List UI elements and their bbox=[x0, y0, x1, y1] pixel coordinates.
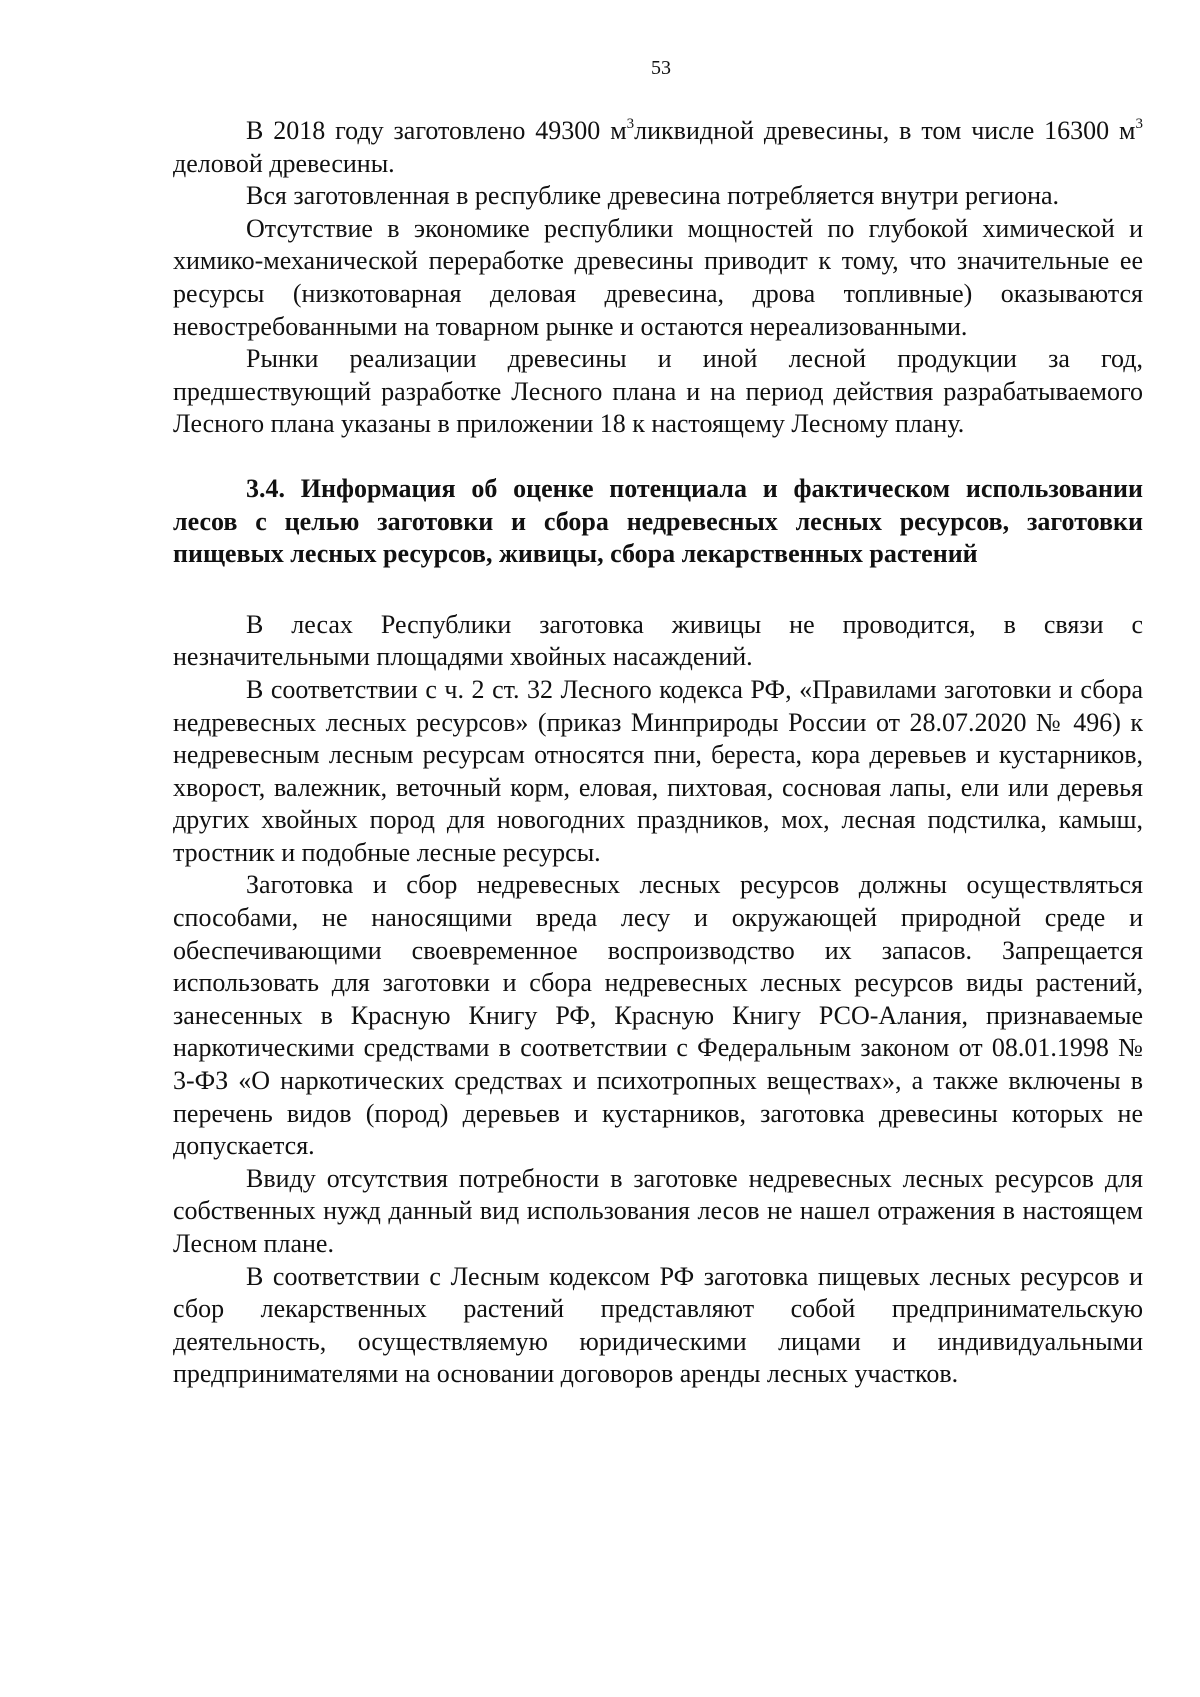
paragraph-consumption: Вся заготовленная в республике древесина потребляется внутри региона. bbox=[246, 181, 1060, 211]
text-run: В 2018 году заготовлено 49300 м bbox=[246, 116, 627, 145]
superscript-cube: 3 bbox=[626, 116, 635, 132]
paragraph-processing-capacity: Отсутствие в экономике республики мощностей по глубокой химической и химико-механической переработке древесины приводит к тому, что значительные ее ресурсы (низкотоварная деловая древесина, дрова топливные) оказываются невостребованными на товарном рынке и остаются нереализованными. bbox=[173, 213, 1143, 341]
page-content bbox=[173, 115, 1143, 1391]
section-heading: 3.4. Информация об оценке потенциала и фактическом использовании лесов с целью заготовки и сбора недревесных лесных ресурсов, заготовки пищевых лесных ресурсов, живицы, сбора лекарственных растений bbox=[173, 473, 1143, 569]
page-number: 53 bbox=[651, 57, 671, 79]
paragraph-own-needs: Ввиду отсутствия потребности в заготовке недревесных лесных ресурсов для собственных нужд данный вид использования лесов не нашел отражения в настоящем Лесном плане. bbox=[173, 1163, 1143, 1258]
paragraph-resin: В лесах Республики заготовка живицы не проводится, в связи с незначительными площадями хвойных насаждений. bbox=[173, 609, 1143, 672]
paragraph-non-timber-resources: В соответствии с ч. 2 ст. 32 Лесного кодекса РФ, «Правилами заготовки и сбора недревесных лесных ресурсов» (приказ Минприроды России от 28.07.2020 № 496) к недревесным лесным ресурсам относятся пни, береста, кора деревьев и кустарников, хворост, валежник, веточный корм, еловая, пихтовая, сосновая лапы, ели или деревья других хвойных пород для новогодних праздников, мох, лесная подстилка, камыш, тростник и подобные лесные ресурсы. bbox=[173, 674, 1143, 867]
text-run: деловой древесины. bbox=[173, 148, 395, 178]
paragraph-food-resources: В соответствии с Лесным кодексом РФ заготовка пищевых лесных ресурсов и сбор лекарственных растений представляют собой предпринимательскую деятельность, осуществляемую юридическими лицами и индивидуальными предпринимателями на основании договоров аренды лесных участков. bbox=[173, 1261, 1143, 1389]
superscript-cube: 3 bbox=[1135, 116, 1143, 132]
text-run: ликвидной древесины, в том числе 16300 м bbox=[634, 116, 1136, 145]
paragraph-harvest-rules: Заготовка и сбор недревесных лесных ресурсов должны осуществляться способами, не наносящими вреда лесу и окружающей природной среде и обеспечивающими своевременное воспроизводство их запасов. Запрещается использовать для заготовки и сбора недревесных лесных ресурсов виды растений, занесенных в Красную Книгу РФ, Красную Книгу РСО-Алания, признаваемые наркотическими средствами в соответствии с Федеральным законом от 08.01.1998 № 3-ФЗ «О наркотических средствах и психотропных веществах», а также включены в перечень видов (пород) деревьев и кустарников, заготовка древесины которых не допускается. bbox=[173, 870, 1143, 1161]
paragraph-timber-harvest-2018 bbox=[173, 115, 1143, 180]
paragraph-markets: Рынки реализации древесины и иной лесной продукции за год, предшествующий разработке Лесного плана и на период действия разрабатываемого Лесного плана указаны в приложении 18 к настоящему Лесному плану. bbox=[173, 344, 1143, 439]
